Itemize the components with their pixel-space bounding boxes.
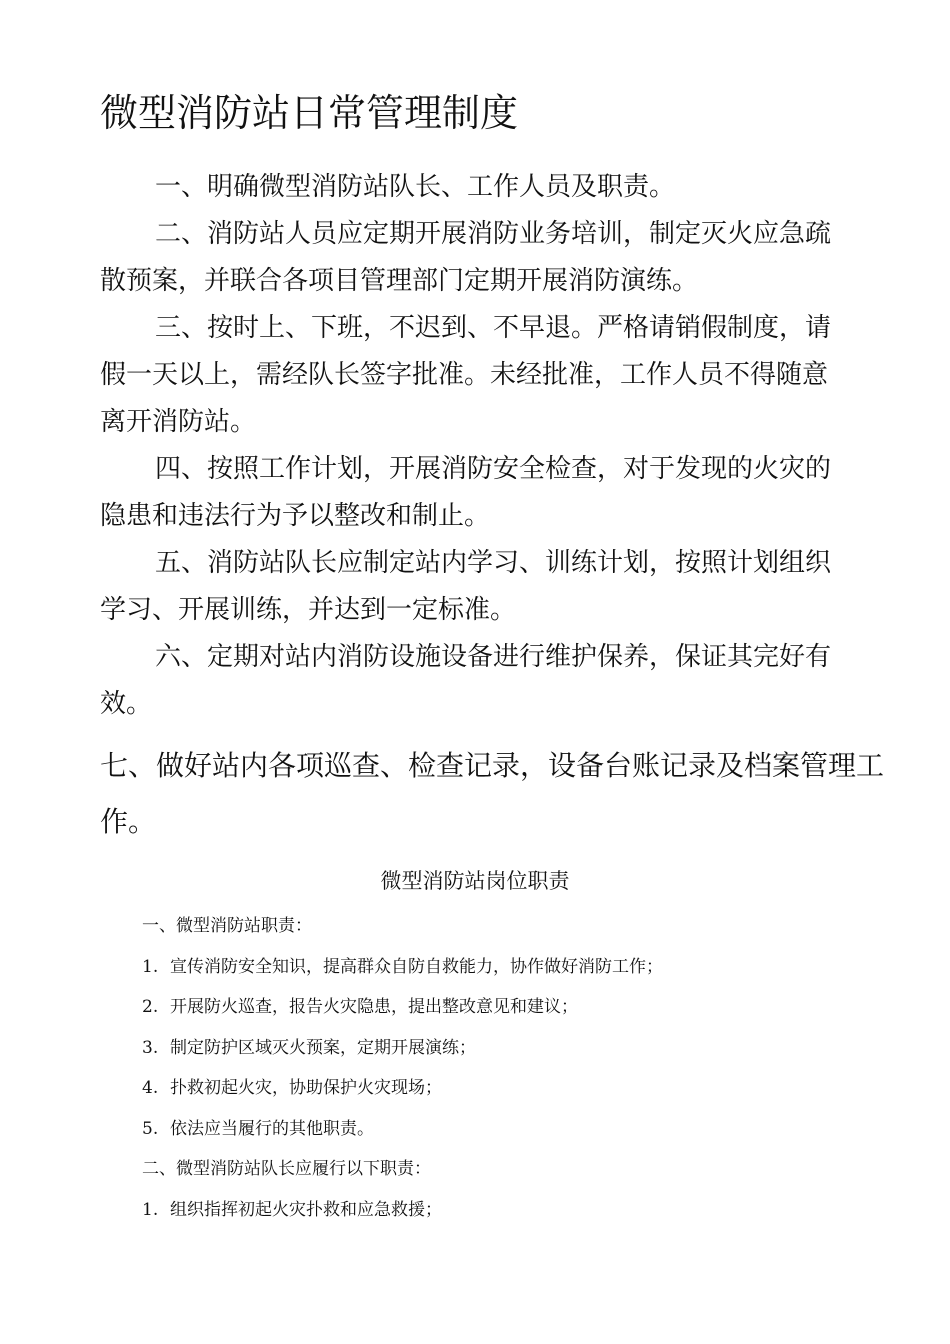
list-item-number: 1. [142,956,159,977]
list-item-text: 制定防护区域灭火预案，定期开展演练； [170,1037,476,1058]
list-item [142,1190,663,1231]
duties-heading-2: 二、微型消防站队长应履行以下职责： [142,1159,431,1179]
rule-5-line-1: 五、消防站队长应制定站内学习、训练计划，按照计划组织 [155,548,832,578]
list-item [142,1109,663,1150]
rule-5 [100,540,856,634]
rule-4-line-1: 四、按照工作计划，开展消防安全检查，对于发现的火灾的 [155,454,832,484]
list-item-text: 开展防火巡查，报告火灾隐患，提出整改意见和建议； [170,997,578,1017]
list-item-number: 3. [142,1037,159,1058]
list-item [142,1068,663,1109]
list-item-number: 5. [142,1118,159,1139]
rule-5-line-2: 学习、开展训练，并达到一定标准。 [100,595,517,625]
rule-7-line-2: 作。 [100,805,157,838]
rule-3-line-2: 假一天以上，需经队长签字批准。未经批准，工作人员不得随意 [100,360,829,390]
list-item-text: 扑救初起火灾，协助保护火灾现场； [170,1078,442,1098]
rule-7-line-1: 七、做好站内各项巡查、检查记录，设备台账记录及档案管理工 [100,749,885,782]
rule-6 [100,634,856,728]
list-item-text: 依法应当履行的其他职责。 [170,1118,374,1139]
duties-section [142,906,663,1230]
list-item [142,947,663,988]
rule-3 [100,305,856,446]
list-item-text: 宣传消防安全知识，提高群众自防自救能力，协作做好消防工作； [170,956,663,977]
rule-2-line-2: 散预案，并联合各项目管理部门定期开展消防演练。 [100,266,699,296]
rule-7 [100,738,884,850]
list-item-text: 组织指挥初起火灾扑救和应急救援； [170,1199,442,1220]
section-title: 微型消防站岗位职责 [380,869,570,893]
rule-6-line-1: 六、定期对站内消防设施设备进行维护保养，保证其完好有 [155,642,832,672]
rule-4 [100,446,856,540]
rule-4-line-2: 隐患和违法行为予以整改和制止。 [100,501,491,531]
list-item-number: 1. [142,1199,159,1220]
rule-1 [100,164,856,211]
list-item [142,1028,663,1069]
list-item-number: 2. [142,997,159,1017]
rule-1-line-1: 一、明确微型消防站队长、工作人员及职责。 [155,172,676,202]
rule-3-line-1: 三、按时上、下班，不迟到、不早退。严格请销假制度，请 [155,313,832,343]
rule-3-line-3: 离开消防站。 [100,407,257,437]
rules-section [100,164,885,838]
rule-2 [100,211,856,305]
rule-6-line-2: 效。 [100,689,153,719]
list-item-number: 4. [142,1078,159,1098]
duties-heading-1: 一、微型消防站职责： [142,916,312,936]
document-title: 微型消防站日常管理制度 [100,91,519,135]
list-item [142,987,663,1028]
rule-2-line-1: 二、消防站人员应定期开展消防业务培训，制定灭火应急疏 [155,219,832,249]
